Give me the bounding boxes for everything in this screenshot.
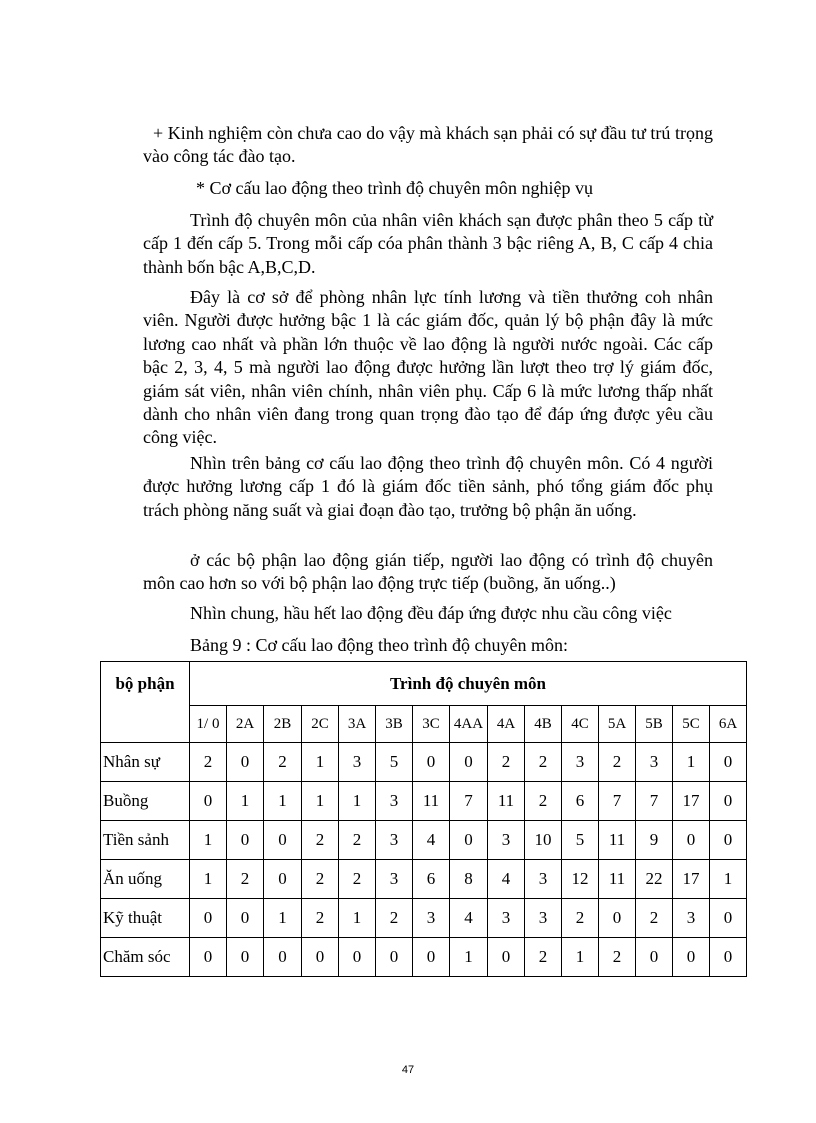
table-cell: 0 — [339, 938, 376, 977]
table-cell: 0 — [673, 938, 710, 977]
paragraph-summary: Nhìn chung, hầu hết lao động đều đáp ứng được nhu cầu công việc — [190, 603, 672, 623]
table-cell: 2 — [302, 899, 339, 938]
table-row — [101, 899, 747, 938]
table-cell: 1 — [450, 938, 488, 977]
table-cell: 0 — [673, 821, 710, 860]
table-body — [101, 743, 747, 977]
row-label: Ăn uống — [101, 860, 190, 899]
table-cell: 0 — [376, 938, 413, 977]
paragraph-salary-basis: Đây là cơ sở để phòng nhân lực tính lương và tiền thưởng coh nhân viên. Người được hưởng bậc 1 là các giám đốc, quản lý bộ phận đây là mức lương cao nhất và phần lớn thuộc về lao động là người nước ngoài. Các cấp bậc 2, 3, 4, 5 mà người lao động được hưởng lần lượt theo trợ lý giám đốc, giám sát viên, nhân viên chính, nhân viên phụ. Cấp 6 là mức lương thấp nhất dành cho nhân viên đang trong quan trọng đào tạo để đáp ứng được yêu cầu công việc. — [143, 287, 713, 448]
table-cell: 2 — [376, 899, 413, 938]
table-cell: 5 — [562, 821, 599, 860]
table-cell: 3 — [488, 821, 525, 860]
qualification-code: 3B — [376, 706, 413, 743]
table-cell: 3 — [673, 899, 710, 938]
table-cell: 11 — [599, 860, 636, 899]
table-cell: 1 — [190, 821, 227, 860]
table-cell: 3 — [376, 782, 413, 821]
table-cell: 8 — [450, 860, 488, 899]
qualification-code: 4AA — [450, 706, 488, 743]
table-cell: 3 — [488, 899, 525, 938]
table-cell: 1 — [227, 782, 264, 821]
department-header: bộ phận — [101, 662, 190, 743]
table-cell: 0 — [450, 743, 488, 782]
table-cell: 0 — [599, 899, 636, 938]
table-cell: 2 — [525, 938, 562, 977]
table-cell: 0 — [264, 938, 302, 977]
table-cell: 0 — [190, 899, 227, 938]
row-label: Buồng — [101, 782, 190, 821]
table-row — [101, 743, 747, 782]
table-cell: 3 — [525, 860, 562, 899]
table-cell: 0 — [710, 821, 747, 860]
table-cell: 2 — [599, 743, 636, 782]
qualification-code: 2B — [264, 706, 302, 743]
table-cell: 2 — [636, 899, 673, 938]
row-label: Tiền sảnh — [101, 821, 190, 860]
page-number: 47 — [401, 1064, 415, 1076]
qualification-code-row — [101, 706, 747, 743]
table-cell: 2 — [525, 782, 562, 821]
qualification-code: 5A — [599, 706, 636, 743]
table-row — [101, 782, 747, 821]
table-cell: 0 — [413, 938, 450, 977]
table-cell: 3 — [636, 743, 673, 782]
table-cell: 2 — [599, 938, 636, 977]
table-cell: 2 — [190, 743, 227, 782]
table-cell: 0 — [710, 899, 747, 938]
table-cell: 4 — [488, 860, 525, 899]
table-cell: 3 — [562, 743, 599, 782]
table-cell: 0 — [227, 743, 264, 782]
row-label: Chăm sóc — [101, 938, 190, 977]
table-cell: 1 — [264, 899, 302, 938]
qualification-code: 4C — [562, 706, 599, 743]
table-cell: 1 — [190, 860, 227, 899]
table-cell: 4 — [413, 821, 450, 860]
qualification-code: 4B — [525, 706, 562, 743]
table-cell: 1 — [339, 782, 376, 821]
staff-qualification-table — [100, 661, 747, 977]
table-cell: 0 — [190, 782, 227, 821]
paragraph-table-observation: Nhìn trên bảng cơ cấu lao động theo trình độ chuyên môn. Có 4 người được hưởng lương cấp 1 đó là giám đốc tiền sảnh, phó tổng giám đốc phụ trách phòng năng suất và giai đoạn đào tạo, trưởng bộ phận ăn uống. — [143, 453, 713, 520]
qualification-code: 3A — [339, 706, 376, 743]
qualification-code: 4A — [488, 706, 525, 743]
table-caption: Bảng 9 : Cơ cấu lao động theo trình độ chuyên môn: — [190, 635, 568, 655]
paragraph-levels: Trình độ chuyên môn của nhân viên khách sạn được phân theo 5 cấp từ cấp 1 đến cấp 5. Trong mỗi cấp cóa phân thành 3 bậc riêng A, B, C cấp 4 chia thành bốn bậc A,B,C,D. — [143, 210, 713, 277]
table-cell: 6 — [562, 782, 599, 821]
qualification-code: 2A — [227, 706, 264, 743]
table-cell: 3 — [525, 899, 562, 938]
table-cell: 0 — [488, 938, 525, 977]
table-cell: 1 — [302, 782, 339, 821]
table-cell: 0 — [264, 860, 302, 899]
table-cell: 2 — [302, 821, 339, 860]
table-cell: 11 — [488, 782, 525, 821]
paragraph-indirect-departments: ở các bộ phận lao động gián tiếp, người lao động có trình độ chuyên môn cao hơn so với bộ phận lao động trực tiếp (buồng, ăn uống..) — [143, 550, 713, 594]
table-cell: 7 — [450, 782, 488, 821]
table-cell: 3 — [376, 821, 413, 860]
table-cell: 0 — [413, 743, 450, 782]
paragraph-training: + Kinh nghiệm còn chưa cao do vậy mà khách sạn phải có sự đầu tư trú trọng vào công tác đào tạo. — [143, 123, 713, 167]
table-cell: 2 — [302, 860, 339, 899]
table-cell: 6 — [413, 860, 450, 899]
table-row — [101, 938, 747, 977]
table-cell: 0 — [710, 938, 747, 977]
table-cell: 12 — [562, 860, 599, 899]
table-row — [101, 860, 747, 899]
table-cell: 0 — [264, 821, 302, 860]
table-cell: 22 — [636, 860, 673, 899]
table-cell: 0 — [227, 899, 264, 938]
table-cell: 2 — [339, 860, 376, 899]
qualification-code: 5C — [673, 706, 710, 743]
table-cell: 3 — [413, 899, 450, 938]
table-cell: 11 — [599, 821, 636, 860]
table-cell: 0 — [302, 938, 339, 977]
qualification-code: 1/ 0 — [190, 706, 227, 743]
table-cell: 1 — [710, 860, 747, 899]
table-cell: 2 — [264, 743, 302, 782]
qualification-code: 2C — [302, 706, 339, 743]
table-cell: 0 — [227, 821, 264, 860]
table-cell: 1 — [264, 782, 302, 821]
qualification-code: 6A — [710, 706, 747, 743]
table-cell: 2 — [227, 860, 264, 899]
table-cell: 2 — [339, 821, 376, 860]
table-cell: 1 — [302, 743, 339, 782]
row-label: Kỹ thuật — [101, 899, 190, 938]
table-cell: 4 — [450, 899, 488, 938]
table-cell: 0 — [710, 743, 747, 782]
table-cell: 17 — [673, 782, 710, 821]
table-cell: 0 — [450, 821, 488, 860]
table-row — [101, 821, 747, 860]
table-cell: 7 — [599, 782, 636, 821]
qualification-code: 3C — [413, 706, 450, 743]
table-cell: 3 — [376, 860, 413, 899]
table-cell: 1 — [562, 938, 599, 977]
table-cell: 2 — [562, 899, 599, 938]
table-cell: 1 — [673, 743, 710, 782]
table-cell: 0 — [710, 782, 747, 821]
row-label: Nhân sự — [101, 743, 190, 782]
table-cell: 7 — [636, 782, 673, 821]
section-heading: * Cơ cấu lao động theo trình độ chuyên môn nghiệp vụ — [196, 178, 593, 198]
table-cell: 10 — [525, 821, 562, 860]
qualification-code: 5B — [636, 706, 673, 743]
table-cell: 5 — [376, 743, 413, 782]
table-cell: 3 — [339, 743, 376, 782]
qualification-group-header: Trình độ chuyên môn — [190, 662, 747, 706]
table-cell: 0 — [227, 938, 264, 977]
table-cell: 2 — [525, 743, 562, 782]
table-cell: 2 — [488, 743, 525, 782]
table-cell: 1 — [339, 899, 376, 938]
table-cell: 17 — [673, 860, 710, 899]
table-cell: 0 — [636, 938, 673, 977]
table-cell: 0 — [190, 938, 227, 977]
table-cell: 9 — [636, 821, 673, 860]
table-cell: 11 — [413, 782, 450, 821]
